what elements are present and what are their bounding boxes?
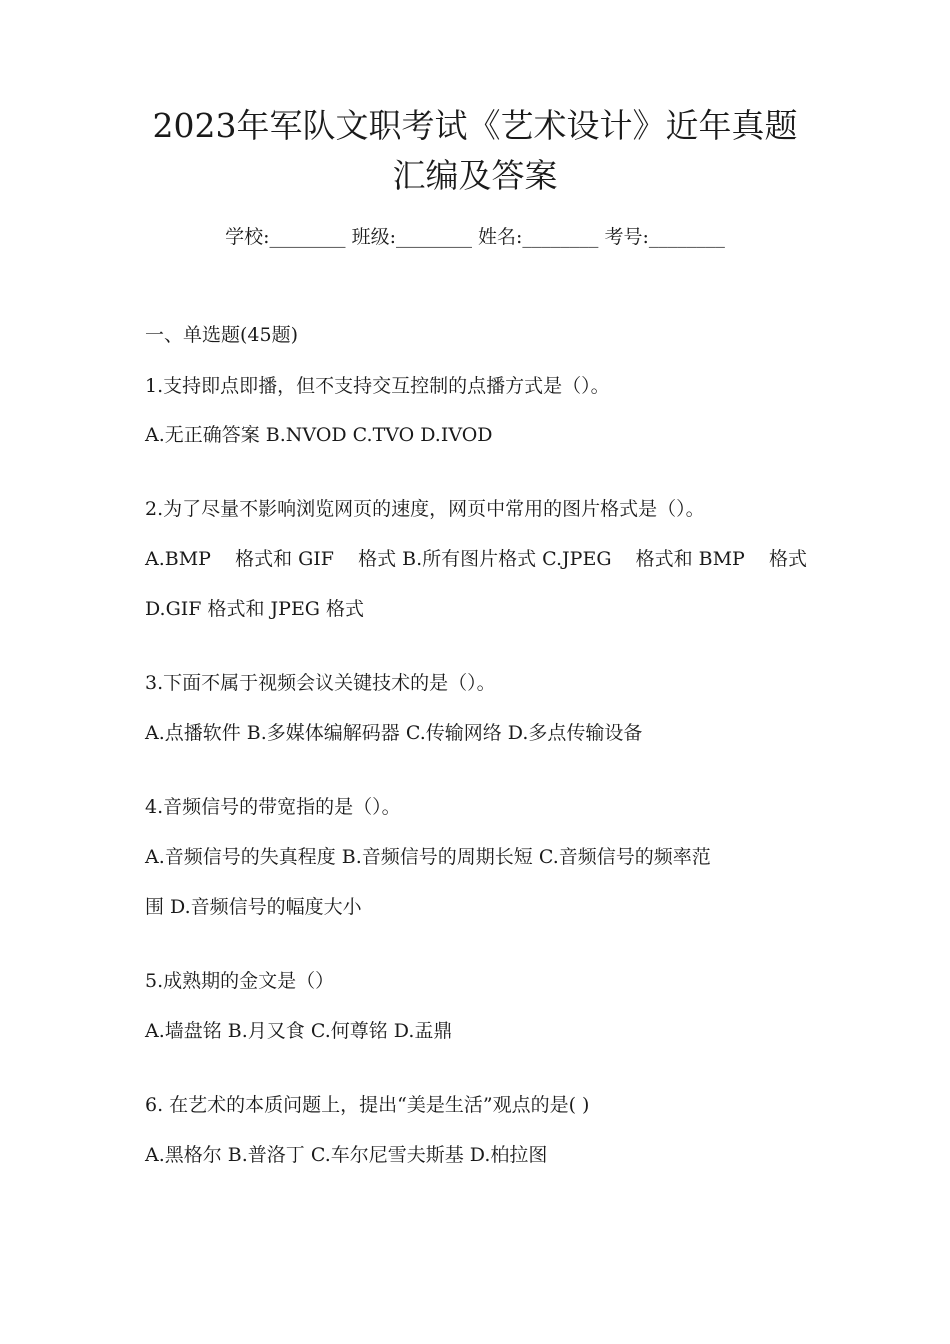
question-2-option-part: 格式和 GIF bbox=[235, 548, 334, 570]
question-5-options: A.墙盘铭 B.月又食 C.何尊铭 D.盂鼎 bbox=[145, 1020, 453, 1042]
question-2-option-part: A.BMP bbox=[145, 548, 211, 570]
question-2-stem: 2.为了尽量不影响浏览网页的速度，网页中常用的图片格式是（）。 bbox=[145, 498, 705, 520]
question-4-stem: 4.音频信号的带宽指的是（）。 bbox=[145, 796, 401, 818]
section-heading: 一、单选题(45题) bbox=[145, 324, 299, 346]
question-6-stem: 6. 在艺术的本质问题上，提出“美是生活”观点的是( ) bbox=[145, 1094, 590, 1116]
question-2-options-line-2: D.GIF 格式和 JPEG 格式 bbox=[145, 598, 365, 620]
document-title-line-1: 2023年军队文职考试《艺术设计》近年真题 bbox=[152, 106, 798, 145]
question-5-stem: 5.成熟期的金文是（） bbox=[145, 970, 335, 992]
question-3-options: A.点播软件 B.多媒体编解码器 C.传输网络 D.多点传输设备 bbox=[145, 722, 643, 744]
question-2-option-part: 格式 bbox=[768, 548, 807, 570]
question-2-option-part: 格式和 BMP bbox=[635, 548, 745, 570]
question-4-options-line-2: 围 D.音频信号的幅度大小 bbox=[145, 896, 362, 918]
question-1-stem: 1.支持即点即播，但不支持交互控制的点播方式是（）。 bbox=[145, 375, 610, 397]
question-2-option-part: 格式 B.所有图片格式 C.JPEG bbox=[358, 548, 612, 570]
question-2-options-line-1 bbox=[145, 546, 807, 572]
question-3-stem: 3.下面不属于视频会议关键技术的是（）。 bbox=[145, 672, 496, 694]
question-6-options: A.黑格尔 B.普洛丁 C.车尔尼雪夫斯基 D.柏拉图 bbox=[145, 1144, 548, 1166]
document-title-line-2: 汇编及答案 bbox=[392, 156, 558, 195]
question-4-options-line-1: A.音频信号的失真程度 B.音频信号的周期长短 C.音频信号的频率范 bbox=[145, 846, 711, 868]
question-1-options: A.无正确答案 B.NVOD C.TVO D.IVOD bbox=[145, 424, 493, 446]
student-info-line: 学校:________ 班级:________ 姓名:________ 考号:________ bbox=[225, 226, 725, 248]
